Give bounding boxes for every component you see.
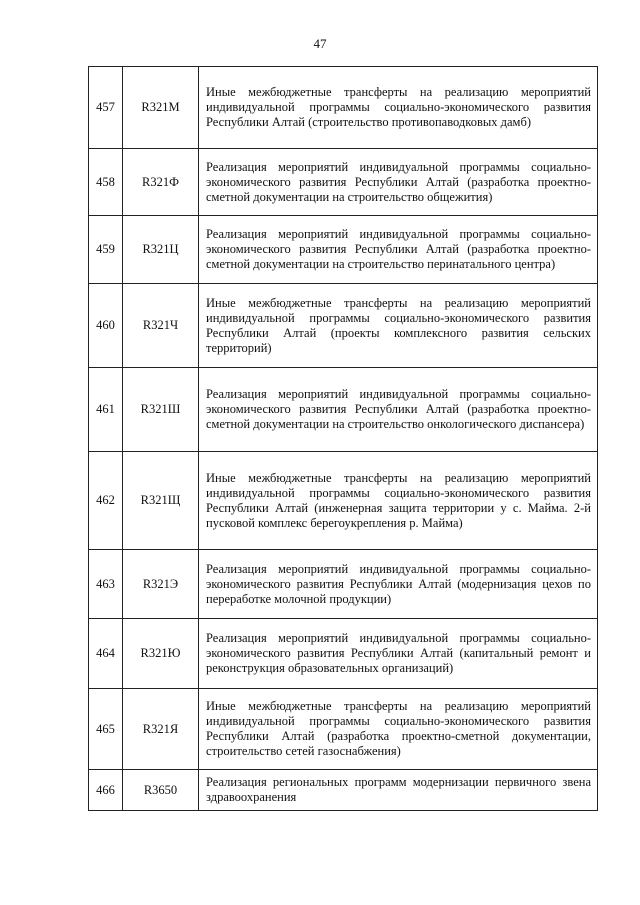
row-description: Реализация мероприятий индивидуальной программы социально-экономического развития Республики Алтай (капитальный ремонт и реконструкция образовательных организаций)	[199, 619, 598, 689]
row-code: R321Ф	[123, 149, 199, 216]
row-description: Реализация мероприятий индивидуальной программы социально-экономического развития Республики Алтай (разработка проектно-сметной документации на строительство перинатального центра)	[199, 216, 598, 284]
row-description: Иные межбюджетные трансферты на реализацию мероприятий индивидуальной программы социально-экономического развития Республики Алтай (проекты комплексного развития сельских территорий)	[199, 284, 598, 368]
row-number: 460	[89, 284, 123, 368]
row-number: 458	[89, 149, 123, 216]
table-row	[89, 149, 598, 216]
row-description: Иные межбюджетные трансферты на реализацию мероприятий индивидуальной программы социально-экономического развития Республики Алтай (разработка проектно-сметной документации, строительство сетей газоснабжения)	[199, 689, 598, 770]
table-row	[89, 67, 598, 149]
table-row	[89, 689, 598, 770]
row-description: Иные межбюджетные трансферты на реализацию мероприятий индивидуальной программы социально-экономического развития Республики Алтай (строительство противопаводковых дамб)	[199, 67, 598, 149]
row-number: 461	[89, 368, 123, 452]
row-code: R321Я	[123, 689, 199, 770]
row-code: R321Ч	[123, 284, 199, 368]
row-code: R321Ю	[123, 619, 199, 689]
table-row	[89, 452, 598, 550]
table-row	[89, 216, 598, 284]
row-description: Реализация мероприятий индивидуальной программы социально-экономического развития Республики Алтай (модернизация цехов по переработке молочной продукции)	[199, 550, 598, 619]
row-number: 465	[89, 689, 123, 770]
row-code: R321Ц	[123, 216, 199, 284]
row-description: Иные межбюджетные трансферты на реализацию мероприятий индивидуальной программы социально-экономического развития Республики Алтай (инженерная защита территории у с. Майма. 2-й пусковой комплекс берегоукрепления р. Майма)	[199, 452, 598, 550]
row-description: Реализация региональных программ модернизации первичного звена здравоохранения	[199, 770, 598, 811]
row-number: 466	[89, 770, 123, 811]
budget-classification-table	[88, 66, 598, 811]
row-number: 463	[89, 550, 123, 619]
row-number: 457	[89, 67, 123, 149]
row-code: R321Щ	[123, 452, 199, 550]
row-code: R3650	[123, 770, 199, 811]
row-description: Реализация мероприятий индивидуальной программы социально-экономического развития Республики Алтай (разработка проектно-сметной документации на строительство онкологического диспансера)	[199, 368, 598, 452]
table-row	[89, 368, 598, 452]
row-code: R321М	[123, 67, 199, 149]
row-number: 464	[89, 619, 123, 689]
table-row	[89, 770, 598, 811]
page-number: 47	[313, 36, 327, 51]
table-row	[89, 550, 598, 619]
row-number: 459	[89, 216, 123, 284]
table-row	[89, 284, 598, 368]
row-code: R321Э	[123, 550, 199, 619]
table-row	[89, 619, 598, 689]
row-description: Реализация мероприятий индивидуальной программы социально-экономического развития Республики Алтай (разработка проектно-сметной документации на строительство общежития)	[199, 149, 598, 216]
row-number: 462	[89, 452, 123, 550]
row-code: R321Ш	[123, 368, 199, 452]
